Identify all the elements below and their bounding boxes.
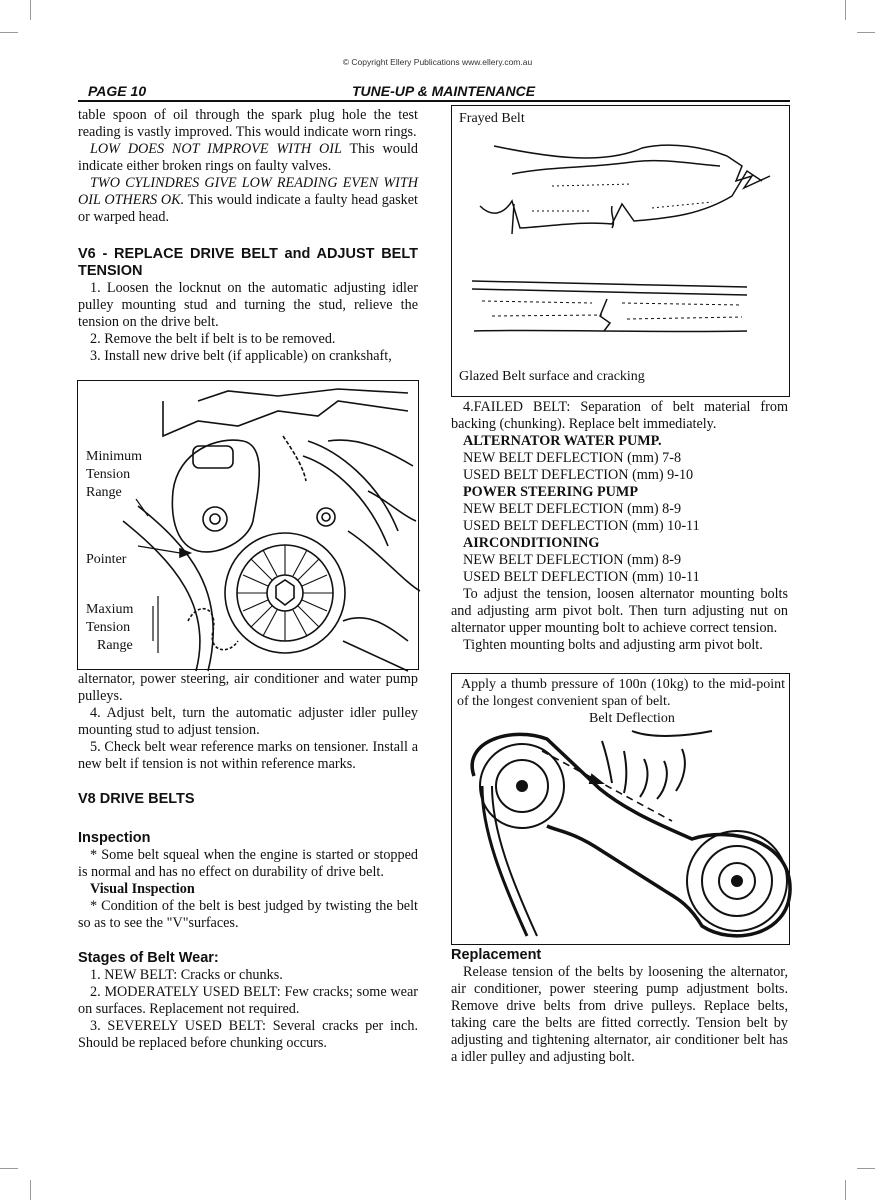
power-steering-new: NEW BELT DEFLECTION (mm) 8-9 — [463, 501, 682, 517]
crop-mark — [857, 32, 875, 33]
frayed-belt-label: Frayed Belt — [459, 111, 525, 126]
glazed-belt-label: Glazed Belt surface and cracking — [459, 369, 645, 384]
header-rule — [78, 100, 790, 102]
section-title: TUNE-UP & MAINTENANCE — [352, 83, 536, 99]
left-column-bottom — [78, 671, 418, 1052]
pulleys-continuation: alternator, power steering, air conditioner and water pump pulleys. — [78, 671, 418, 704]
label-pointer: Pointer — [86, 552, 127, 567]
v6-step-3: 3. Install new drive belt (if applicable) on crankshaft, — [90, 348, 392, 364]
power-steering-used: USED BELT DEFLECTION (mm) 10-11 — [463, 518, 700, 534]
belt-wear-figure — [451, 105, 790, 397]
v6-heading: V6 - REPLACE DRIVE BELT and ADJUST BELT TENSION — [78, 246, 418, 279]
label-minimum: Minimum — [86, 449, 143, 464]
crop-mark — [857, 1168, 875, 1169]
crop-mark — [0, 32, 18, 33]
aircon-new: NEW BELT DEFLECTION (mm) 8-9 — [463, 552, 682, 568]
stage-2: 2. MODERATELY USED BELT: Few cracks; some wear on surfaces. Replacement not required. — [78, 984, 418, 1017]
aircon-heading: AIRCONDITIONING — [463, 535, 600, 551]
thumb-pressure-text: Apply a thumb pressure of 100n (10kg) to the mid-point of the longest convenient span of belt. — [457, 677, 785, 709]
aircon-used: USED BELT DEFLECTION (mm) 10-11 — [463, 569, 700, 585]
v6-step-2: 2. Remove the belt if belt is to be removed. — [90, 331, 336, 347]
crop-mark — [0, 1168, 18, 1169]
power-steering-heading: POWER STEERING PUMP — [463, 484, 638, 500]
deflection-figure — [451, 673, 790, 945]
alternator-new: NEW BELT DEFLECTION (mm) 7-8 — [463, 450, 682, 466]
replacement-text: Release tension of the belts by loosening the alternator, air conditioner, power steering pump adjustment bolts. Remove drive belts from drive pulleys. Replace belts, taking care the belts are fitted correctly. Tension belt by adjusting and tightening alternator, air conditioner belt has a idler pulley and adjusting bolt. — [451, 964, 788, 1065]
replacement-heading: Replacement — [451, 947, 542, 963]
v8-heading: V8 DRIVE BELTS — [78, 791, 195, 807]
crop-mark — [845, 0, 846, 20]
label-range-min: Range — [86, 485, 122, 500]
visual-inspection-text: * Condition of the belt is best judged by twisting the belt so as to see the "V"surfaces. — [78, 898, 418, 931]
visual-inspection-heading: Visual Inspection — [90, 881, 195, 897]
tighten-text: Tighten mounting bolts and adjusting arm pivot bolt. — [463, 637, 763, 653]
copyright-notice: © Copyright Ellery Publications www.ellery.com.au — [342, 57, 533, 67]
left-column-top — [78, 107, 418, 365]
frayed-belt-drawing — [452, 126, 791, 266]
two-cyl-rest: This would indicate a faulty head gasket or warped head. — [78, 192, 419, 225]
tensioner-figure — [77, 380, 419, 670]
low-oil-paragraph — [78, 141, 418, 175]
page-number: PAGE 10 — [88, 83, 147, 99]
oil-test-paragraph: table spoon of oil through the spark plug hole the test reading is vastly improved. This would indicate worn rings. — [78, 107, 418, 140]
label-tension-min: Tension — [86, 467, 131, 482]
crop-mark — [845, 1180, 846, 1200]
v6-step-1: 1. Loosen the locknut on the automatic adjusting idler pulley mounting stud and turning the stud, relieve the tension on the drive belt. — [78, 280, 418, 330]
two-cyl-paragraph — [78, 175, 418, 226]
right-column-mid — [451, 399, 788, 654]
two-cyl-italic: TWO CYLINDRES GIVE LOW READING EVEN WITH OIL OTHERS OK. — [78, 175, 418, 208]
low-oil-rest: This would indicate either broken rings on faulty valves. — [78, 141, 418, 174]
right-column-bottom — [451, 947, 788, 1066]
inspection-heading: Inspection — [78, 830, 151, 846]
glazed-belt-drawing — [452, 271, 791, 351]
label-maxium: Maxium — [86, 602, 134, 617]
inspection-text: * Some belt squeal when the engine is started or stopped is normal and has no effect on durability of drive belt. — [78, 847, 418, 880]
stages-heading: Stages of Belt Wear: — [78, 950, 219, 966]
step-5: 5. Check belt wear reference marks on tensioner. Install a new belt if tension is not within reference marks. — [78, 739, 418, 772]
label-range-max: Range — [97, 638, 133, 653]
adjust-tension-text: To adjust the tension, loosen alternator mounting bolts and adjusting arm pivot bolt. Then turn adjusting nut on alternator upper mounting bolt to achieve correct tension. — [451, 586, 788, 636]
crop-mark — [30, 1180, 31, 1200]
belt-deflection-label: Belt Deflection — [589, 711, 675, 726]
step-4: 4. Adjust belt, turn the automatic adjuster idler pulley mounting stud to adjust tension. — [78, 705, 418, 738]
crop-mark — [30, 0, 31, 20]
failed-belt-text: 4.FAILED BELT: Separation of belt material from backing (chunking). Replace belt immediately. — [451, 399, 788, 432]
deflection-drawing — [452, 731, 791, 946]
stage-3: 3. SEVERELY USED BELT: Several cracks per inch. Should be replaced before chunking occurs. — [78, 1018, 418, 1051]
alternator-used: USED BELT DEFLECTION (mm) 9-10 — [463, 467, 694, 483]
low-oil-italic: LOW DOES NOT IMPROVE WITH OIL — [90, 141, 342, 157]
stage-1: 1. NEW BELT: Cracks or chunks. — [90, 967, 283, 983]
alternator-heading: ALTERNATOR WATER PUMP. — [463, 433, 662, 449]
label-tension-max: Tension — [86, 620, 131, 635]
